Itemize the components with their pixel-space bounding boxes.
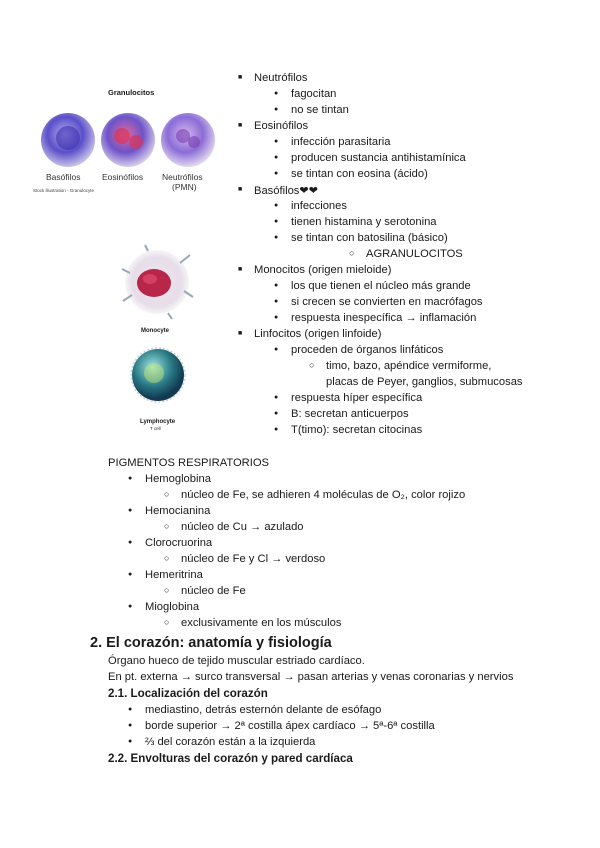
neutrophil-label: Neutrófilos	[162, 172, 203, 182]
list-item: placas de Peyer, ganglios, submucosas	[326, 376, 523, 388]
list-item: ● Mioglobina	[145, 601, 199, 613]
paragraph: En pt. externa → surco transversal → pasan arterias y venas coronarias y nervios	[108, 671, 514, 683]
list-item: ■ Linfocitos (origen linfoide)	[254, 328, 381, 340]
granulocyte-cells-illustration	[38, 110, 218, 172]
list-item: ● Hemocianina	[145, 505, 210, 517]
lymphocyte-illustration	[126, 343, 190, 407]
monocyte-label: Monocyte	[141, 328, 170, 334]
list-item: ● Hemoglobina	[145, 473, 211, 485]
list-item: ○ núcleo de Fe, se adhieren 4 moléculas de O₂, color rojizo	[181, 489, 465, 501]
list-item: ● respuesta inespecífica → inflamación	[291, 312, 476, 324]
list-item: ■ Neutrófilos	[254, 72, 307, 84]
neutrophil-sublabel: (PMN)	[172, 182, 197, 192]
list-item: ● T(timo): secretan citocinas	[291, 424, 422, 436]
list-item: ○ AGRANULOCITOS	[366, 248, 463, 260]
list-item: ● borde superior → 2ª costilla ápex cardíaco → 5ª-6ª costilla	[145, 720, 435, 732]
list-item: ● si crecen se convierten en macrófagos	[291, 296, 483, 308]
basophil-label: Basófilos	[46, 172, 81, 182]
list-item: ● fagocitan	[291, 88, 336, 100]
list-item: ● infecciones	[291, 200, 347, 212]
list-item: ● respuesta híper específica	[291, 392, 422, 404]
lymphocyte-label: Lymphocyte	[140, 419, 176, 425]
list-item: ● se tintan con batosilina (básico)	[291, 232, 448, 244]
section-heading: 2. El corazón: anatomía y fisiología	[90, 635, 332, 651]
list-item: ● los que tienen el núcleo más grande	[291, 280, 471, 292]
list-item: ● no se tintan	[291, 104, 349, 116]
list-item: ● ⅔ del corazón están a la izquierda	[145, 736, 315, 748]
list-item: ○ exclusivamente en los músculos	[181, 617, 341, 629]
list-item: ■ Basófilos❤❤	[254, 184, 318, 197]
list-item: ● proceden de órganos linfáticos	[291, 344, 443, 356]
list-item: ● producen sustancia antihistamínica	[291, 152, 466, 164]
eosinophil-label: Eosinófilos	[102, 172, 144, 182]
monocyte-illustration	[118, 243, 196, 321]
list-item: ■ Eosinófilos	[254, 120, 308, 132]
list-item: ● mediastino, detrás esternón delante de esófago	[145, 704, 381, 716]
list-item: ○ núcleo de Fe	[181, 585, 246, 597]
list-item: ● se tintan con eosina (ácido)	[291, 168, 428, 180]
granulocyte-figure-title: Granulocitos	[108, 88, 155, 97]
list-item: ● Hemeritrina	[145, 569, 203, 581]
lymphocyte-sublabel: T cell	[150, 426, 161, 431]
list-item: ○ timo, bazo, apéndice vermiforme,	[326, 360, 491, 372]
pigments-heading: PIGMENTOS RESPIRATORIOS	[108, 457, 270, 469]
list-item: ○ núcleo de Fe y Cl → verdoso	[181, 553, 325, 565]
list-item: ○ núcleo de Cu → azulado	[181, 521, 304, 533]
granulocyte-credit: Stock illustration - Granulocyte	[33, 188, 95, 193]
list-item: ● tienen histamina y serotonina	[291, 216, 437, 228]
subsection-heading: 2.1. Localización del corazón	[108, 687, 268, 700]
list-item: ● B: secretan anticuerpos	[291, 408, 409, 420]
list-item: ● infección parasitaria	[291, 136, 391, 148]
list-item: ■ Monocitos (origen mieloide)	[254, 264, 391, 276]
paragraph: Órgano hueco de tejido muscular estriado cardíaco.	[108, 655, 365, 667]
list-item: ● Clorocruorina	[145, 537, 212, 549]
subsection-heading: 2.2. Envolturas del corazón y pared cardíaca	[108, 752, 353, 765]
